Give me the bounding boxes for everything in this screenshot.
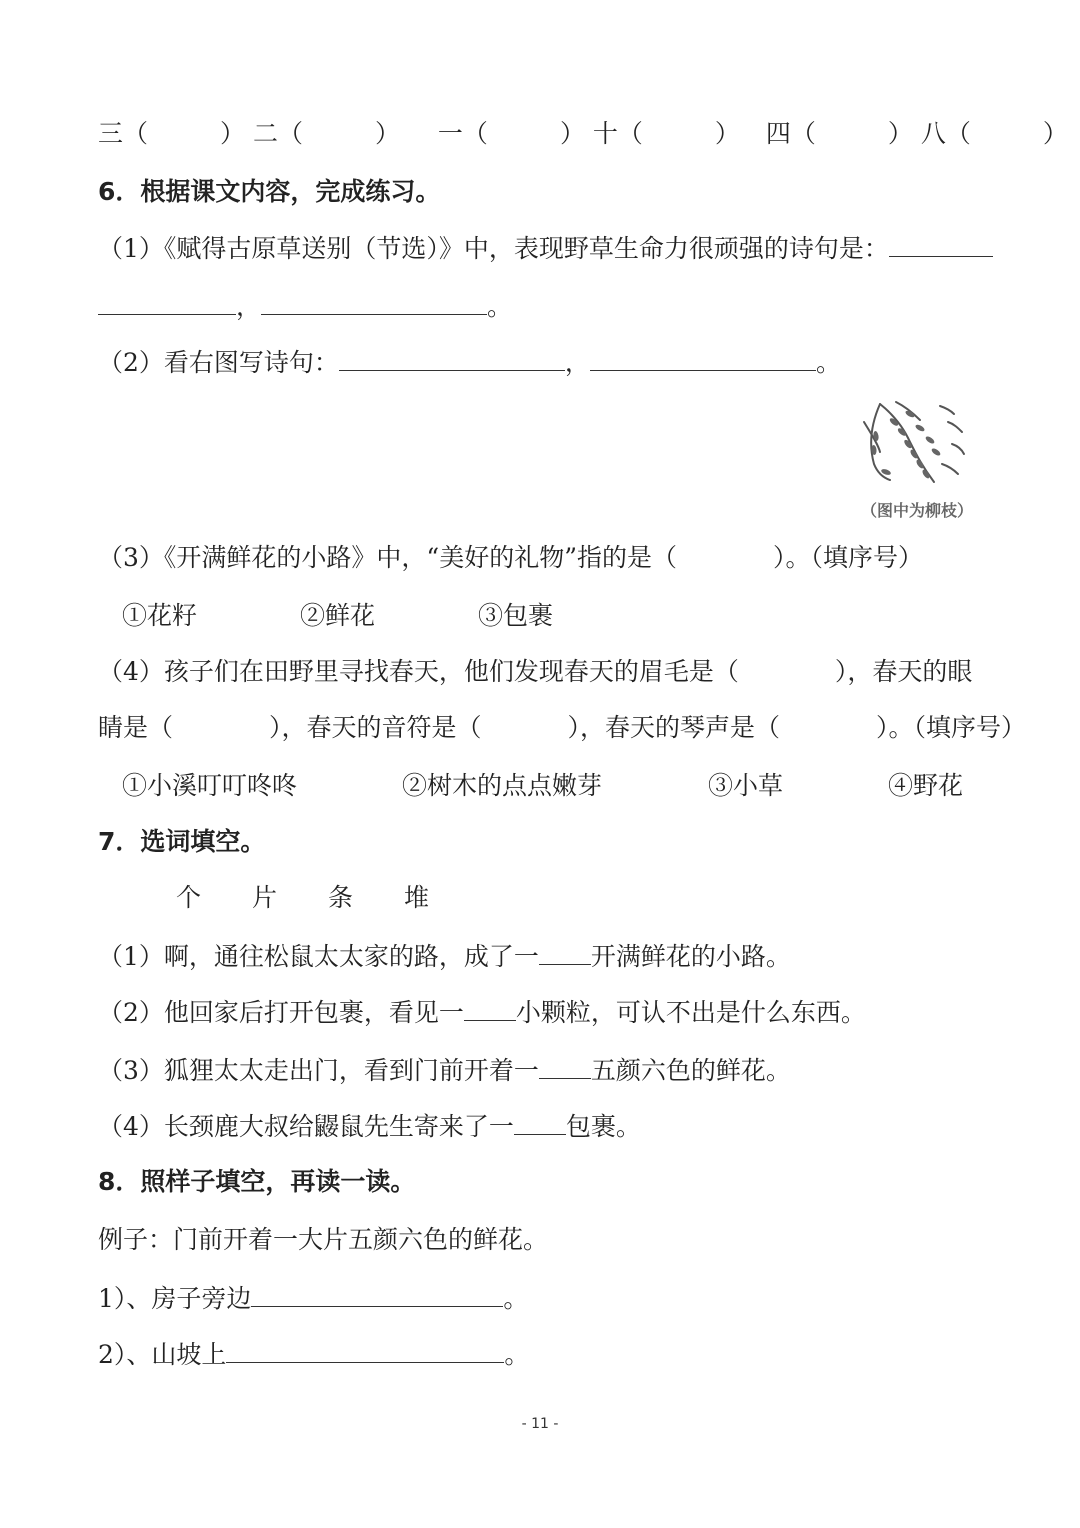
q8-item-2: 2）、山坡上 。	[98, 1340, 530, 1369]
q8-heading: 8．照样子填空，再读一读。	[98, 1167, 416, 1196]
answer-blank[interactable]	[464, 996, 516, 1021]
answer-blank[interactable]	[261, 290, 487, 315]
answer-blank[interactable]	[539, 940, 591, 965]
q6-part3-options	[122, 600, 553, 632]
blank-item: 三（ ）	[98, 119, 246, 148]
answer-blank[interactable]	[226, 1338, 504, 1363]
q6-part4-line1: （4）孩子们在田野里寻找春天，他们发现春天的眉毛是（ ），春天的眼	[98, 657, 973, 686]
q6-part1-line1: （1）《赋得古原草送别（节选）》中，表现野草生命力很顽强的诗句是：	[98, 232, 993, 265]
q7-sentence-1: （1）啊，通往松鼠太太家的路，成了一 开满鲜花的小路。	[98, 942, 791, 971]
number-blanks-row	[98, 118, 1068, 150]
q6-part1-line2: ， 。	[98, 290, 512, 323]
option-item: ①花籽	[122, 601, 198, 630]
option-item: ②鲜花	[300, 601, 376, 630]
q6-part3: （3）《开满鲜花的小路》中，“美好的礼物”指的是（ ）。（填序号）	[98, 543, 923, 572]
answer-blank[interactable]	[98, 290, 236, 315]
q7-sentence-3: （3）狐狸太太走出门，看到门前开着一 五颜六色的鲜花。	[98, 1056, 791, 1085]
blank-item: 二（ ）	[252, 119, 401, 148]
answer-blank[interactable]	[339, 346, 565, 371]
answer-blank[interactable]	[514, 1110, 566, 1135]
option-item: ③包裹	[478, 601, 554, 630]
answer-blank[interactable]	[590, 346, 816, 371]
option-item: ③小草	[708, 771, 784, 800]
figure-caption: （图中为柳枝）	[860, 501, 973, 520]
q7-heading: 7．选词填空。	[98, 827, 266, 856]
q7-word-bank	[176, 882, 429, 914]
q6-heading: 6．根据课文内容，完成练习。	[98, 177, 441, 206]
q8-example: 例子：门前开着一大片五颜六色的鲜花。	[98, 1225, 549, 1254]
option-item: ①小溪叮叮咚咚	[122, 771, 298, 800]
option-item: ②树木的点点嫩芽	[402, 771, 603, 800]
q6-part2: （2）看右图写诗句： ， 。	[98, 348, 841, 377]
word-item: 堆	[404, 883, 430, 912]
q6-part4-line2: 睛是（ ），春天的音符是（ ），春天的琴声是（ ）。（填序号）	[98, 713, 1027, 742]
q8-item-1: 1）、房子旁边 。	[98, 1284, 529, 1313]
q7-sentence-2: （2）他回家后打开包裹，看见一 小颗粒，可认不出是什么东西。	[98, 998, 866, 1027]
blank-item: 八（ ）	[920, 119, 1068, 148]
blank-item: 一（ ）	[437, 119, 585, 148]
option-item: ④野花	[888, 771, 964, 800]
word-item: 个	[176, 883, 202, 912]
blank-item: 四（ ）	[765, 119, 913, 148]
page-number: - 11 -	[521, 1416, 559, 1432]
word-item: 条	[328, 883, 354, 912]
word-item: 片	[252, 883, 278, 912]
answer-blank[interactable]	[251, 1282, 503, 1307]
answer-blank[interactable]	[889, 232, 993, 257]
answer-blank[interactable]	[539, 1054, 591, 1079]
q6-part4-options	[122, 770, 963, 802]
blank-item: 十（ ）	[592, 119, 740, 148]
q7-sentence-4: （4）长颈鹿大叔给鼹鼠先生寄来了一 包裹。	[98, 1112, 641, 1141]
